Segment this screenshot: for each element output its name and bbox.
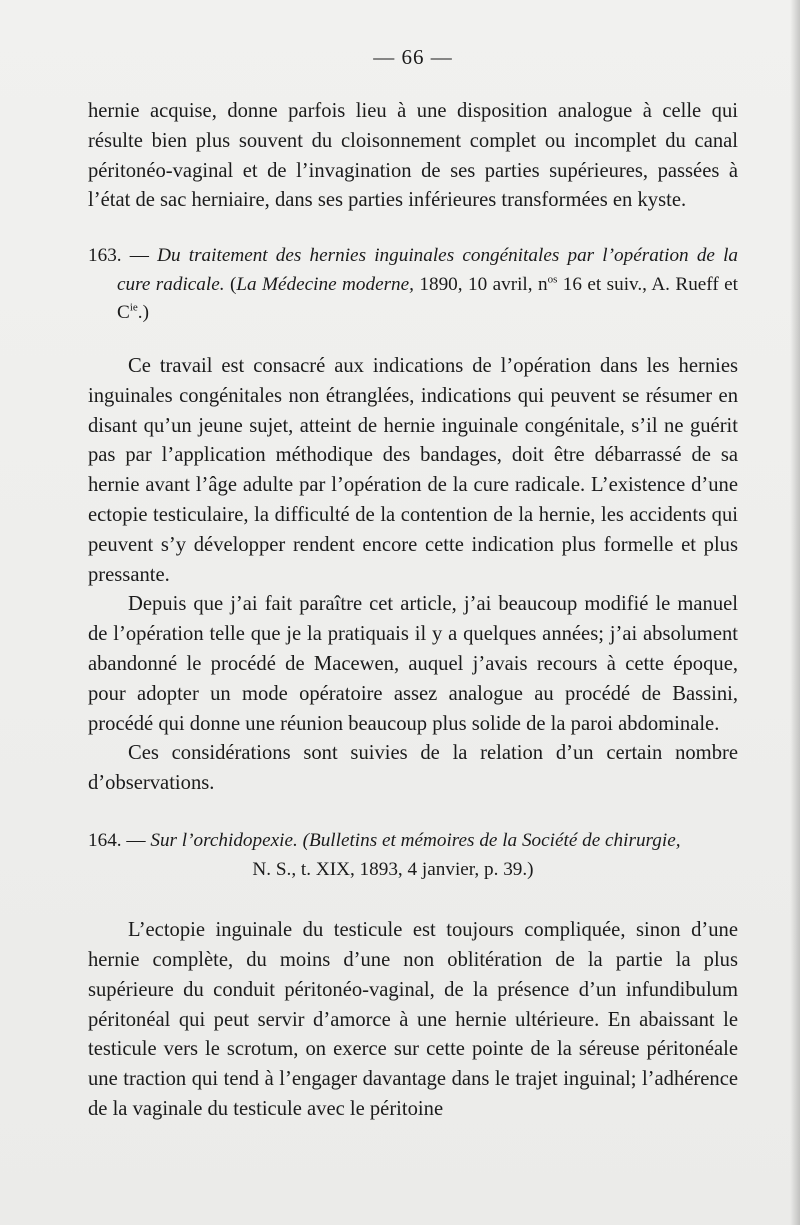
entry-number: 163. — [88, 245, 149, 267]
entry-details: 1890, 10 avril, n [419, 273, 548, 295]
bibliography-entry-163 [88, 242, 738, 328]
entry-superscript-2: ie [129, 301, 138, 314]
entry-journal: (Bulletins et mémoires de la Société de chirurgie, [302, 829, 681, 851]
paragraph-continuation: hernie acquise, donne parfois lieu à une disposition analogue à celle qui résulte bien plus souvent du cloisonnement complet ou incomplet du canal péritonéo-vaginal et de l’invagination de ses parties supérieures, passées à l’état de sac herniaire, dans ses parties inférieures transformées en kyste. [88, 100, 738, 212]
entry-number: 164. — [88, 829, 146, 851]
entry-details-3: .) [137, 302, 149, 324]
page-edge-shadow [790, 0, 800, 1225]
paragraph: Depuis que j’ai fait paraître cet article, j’ai beaucoup modifié le manuel de l’opération telle que je la pratiquais il y a quelques années; j’ai absolument abandonné le procédé de Macewen, auquel j’avais recours à cette époque, pour adopter un mode opératoire assez analogue au procédé de Bassini, procédé qui donne une réunion beaucoup plus solide de la paroi abdominale. [88, 593, 738, 735]
page-number: — 66 — [373, 45, 453, 69]
paragraph: Ce travail est consacré aux indications de l’opération dans les hernies inguinales congénitales non étranglées, indications qui peuvent se résumer en disant qu’un jeune sujet, atteint de hernie inguinale congénitale, s’il ne guérit pas par l’application méthodique des bandages, doit être débarrassé de sa hernie avant l’âge adulte par l’opération de la cure radicale. L’existence d’une ectopie testiculaire, la difficulté de la contention de la hernie, les accidents qui peuvent s’y développer rendent encore cette indication plus formelle et plus pressante. [88, 354, 738, 586]
entry-superscript: os [547, 273, 558, 286]
entry-journal: La Médecine moderne, [236, 273, 414, 295]
entry-source-open: ( [229, 273, 237, 295]
paragraph: L’ectopie inguinale du testicule est toujours compliquée, sinon d’une hernie complète, du moins d’une non oblitération de la partie la plus supérieure du conduit péritonéo-vaginal, de la présence d’un infundibulum péritonéal qui peut servir d’amorce à une hernie ultérieure. En abaissant le testicule vers le scrotum, on exerce sur cette pointe de la séreuse péritonéale une traction qui tend à l’engager davantage dans le trajet inguinal; l’adhérence de la vaginale du testicule avec le péritoine [88, 919, 738, 1120]
bibliography-entry-164 [88, 827, 738, 884]
paragraph: Ces considérations sont suivies de la relation d’un certain nombre d’observations. [88, 742, 738, 795]
entry-details-2: 16 et suiv., A. Rueff et C [117, 273, 739, 324]
entry-details: N. S., t. XIX, 1893, 4 janvier, p. 39.) [252, 858, 534, 880]
entry-title: Du traitement des hernies inguinales congénitales par l’opération de la cure radicale. [117, 245, 739, 295]
entry-title: Sur l’orchidopexie. [150, 829, 298, 851]
